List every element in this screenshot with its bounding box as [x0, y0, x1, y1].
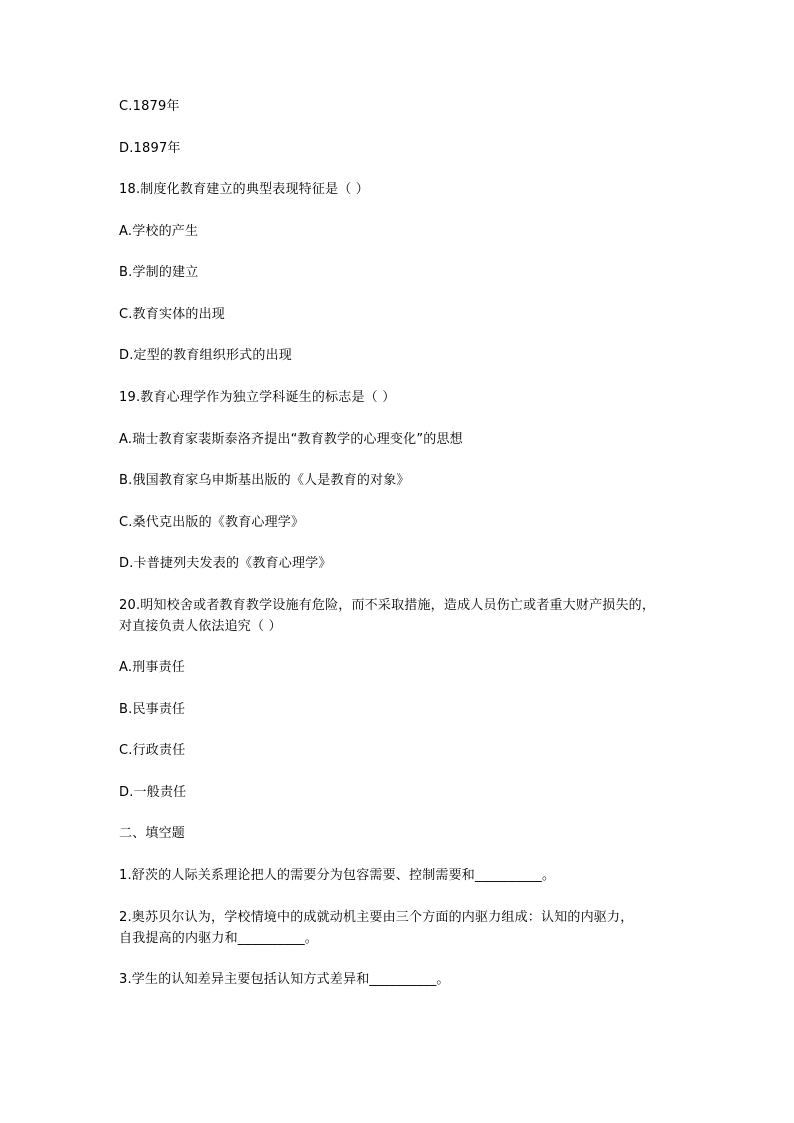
option-c-q18: C.教育实体的出现 [119, 307, 226, 322]
option-c-q19: C.桑代克出版的《教育心理学》 [119, 515, 305, 530]
question-19: 19.教育心理学作为独立学科诞生的标志是（ ） [119, 390, 396, 405]
option-c-q17: C.1879年 [119, 99, 180, 114]
question-20-line-1: 20.明知校舍或者教育教学设施有危险，而不采取措施，造成人员伤亡或者重大财产损失的， [119, 598, 656, 613]
option-b-q19: B.俄国教育家乌申斯基出版的《人是教育的对象》 [119, 473, 410, 488]
option-d-q19: D.卡普捷列夫发表的《教育心理学》 [119, 556, 332, 571]
option-b-q18: B.学制的建立 [119, 265, 199, 280]
fill-question-1: 1.舒茨的人际关系理论把人的需要分为包容需要、控制需要和__________。 [119, 868, 556, 883]
option-b-q20: B.民事责任 [119, 702, 186, 717]
fill-question-2-line-2: 自我提高的内驱力和__________。 [119, 931, 319, 946]
fill-question-2-line-1: 2.奥苏贝尔认为，学校情境中的成就动机主要由三个方面的内驱力组成：认知的内驱力， [119, 910, 634, 925]
option-d-q17: D.1897年 [119, 141, 181, 156]
option-d-q18: D.定型的教育组织形式的出现 [119, 348, 292, 363]
option-a-q20: A.刑事责任 [119, 660, 185, 675]
question-20-line-2: 对直接负责人依法追究（ ） [119, 619, 282, 634]
fill-question-3: 3.学生的认知差异主要包括认知方式差异和__________。 [119, 972, 450, 987]
option-a-q19: A.瑞士教育家裴斯泰洛齐提出“教育教学的心理变化”的思想 [119, 432, 463, 447]
section-heading: 二、填空题 [119, 826, 186, 841]
question-18: 18.制度化教育建立的典型表现特征是（ ） [119, 182, 370, 197]
option-c-q20: C.行政责任 [119, 743, 186, 758]
option-d-q20: D.一般责任 [119, 785, 187, 800]
option-a-q18: A.学校的产生 [119, 224, 199, 239]
